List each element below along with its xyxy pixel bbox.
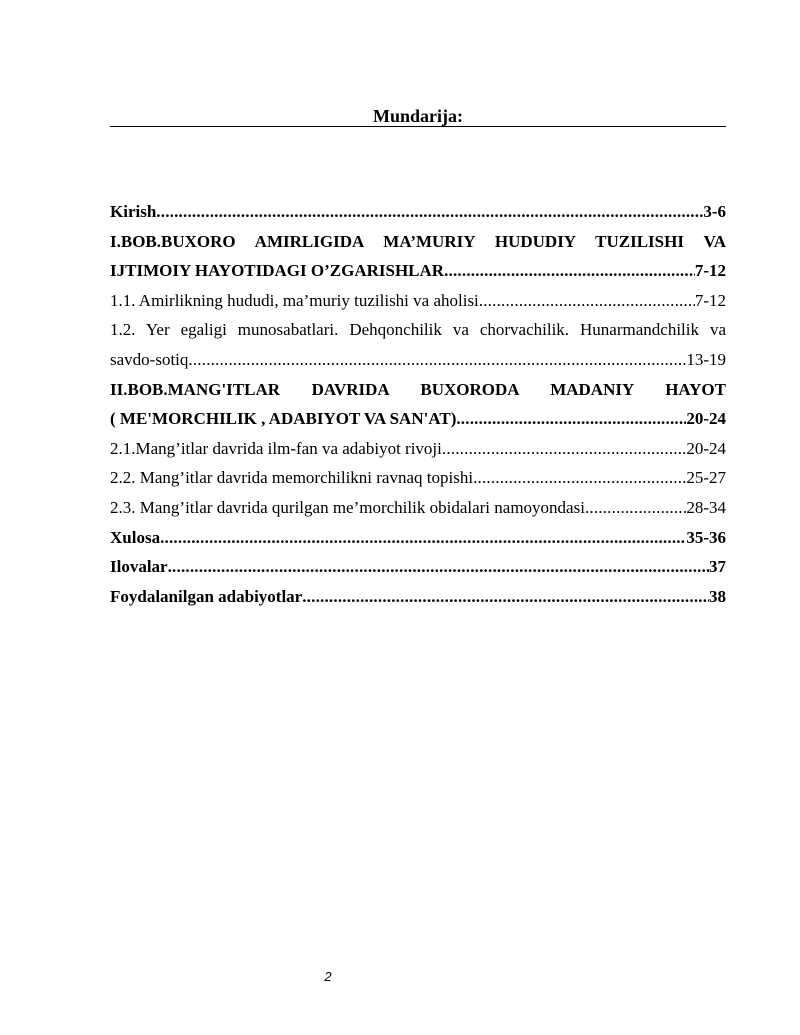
toc-dot-leader xyxy=(188,345,686,375)
toc-entry-1-1[interactable] xyxy=(110,286,726,316)
toc-page-number: 20-24 xyxy=(686,438,726,458)
toc-dot-leader xyxy=(302,582,709,612)
toc-entry-2-3[interactable] xyxy=(110,493,726,523)
toc-page-number: 7-12 xyxy=(694,290,726,310)
toc-entry-label: 2.1.Mang’itlar davrida ilm-fan va adabiyot rivoji xyxy=(110,438,442,458)
toc-entry-bob1-line1[interactable]: I.BOB.BUXORO AMIRLIGIDA MA’MURIY HUDUDIY TUZILISHI VA xyxy=(110,231,726,251)
toc-entry-kirish[interactable] xyxy=(110,197,726,227)
toc-page-number: 3-6 xyxy=(703,202,726,221)
toc-dot-leader xyxy=(168,552,709,582)
toc-entry-2-1[interactable] xyxy=(110,434,726,464)
toc-entry-label: ( ME'MORCHILIK , ADABIYOT VA SAN'AT) xyxy=(110,409,457,429)
toc-entry-bob2-line2[interactable] xyxy=(110,404,726,434)
page-number: 2 xyxy=(324,969,332,984)
toc-entry-label: IJTIMOIY HAYOTIDAGI O’ZGARISHLAR xyxy=(110,261,445,281)
toc-dot-leader xyxy=(444,256,695,286)
toc-entry-label: Foydalanilgan adabiyotlar xyxy=(110,586,303,606)
toc-entry-ilovalar[interactable] xyxy=(110,552,726,582)
toc-page-number: 13-19 xyxy=(686,349,726,369)
toc-dot-leader xyxy=(585,493,686,523)
toc-entry-adabiyotlar[interactable] xyxy=(110,582,726,612)
toc-entry-bob2-line1[interactable]: II.BOB.MANG'ITLAR DAVRIDA BUXORODA MADANIY HAYOT xyxy=(110,379,726,399)
toc-dot-leader xyxy=(442,434,686,464)
table-of-contents xyxy=(110,197,726,611)
toc-page-number: 7-12 xyxy=(694,261,726,281)
toc-dot-leader xyxy=(479,286,695,316)
toc-entry-label: Kirish xyxy=(110,202,157,221)
toc-entry-label: savdo-sotiq xyxy=(110,349,189,369)
title-underline xyxy=(110,126,726,127)
toc-page-number: 25-27 xyxy=(686,468,726,488)
toc-entry-1-2-line1[interactable]: 1.2. Yer egaligi munosabatlari. Dehqonchilik va chorvachilik. Hunarmandchilik va xyxy=(110,320,726,340)
toc-entry-label: 2.2. Mang’itlar davrida memorchilikni ravnaq topishi xyxy=(110,468,474,488)
toc-dot-leader xyxy=(473,463,686,493)
toc-entry-label: 2.3. Mang’itlar davrida qurilgan me’morchilik obidalari namoyondasi xyxy=(110,497,585,517)
toc-entry-label: Ilovalar xyxy=(110,557,168,577)
toc-dot-leader xyxy=(160,523,686,553)
toc-page-number: 38 xyxy=(709,586,726,606)
toc-entry-label: Xulosa xyxy=(110,527,161,547)
toc-entry-xulosa[interactable] xyxy=(110,523,726,553)
toc-entry-2-2[interactable] xyxy=(110,463,726,493)
toc-dot-leader xyxy=(156,197,703,227)
toc-dot-leader xyxy=(456,404,686,434)
toc-entry-1-2-line2[interactable] xyxy=(110,345,726,375)
toc-page-number: 20-24 xyxy=(686,409,726,429)
toc-entry-label: 1.1. Amirlikning hududi, ma’muriy tuzilishi va aholisi xyxy=(110,290,479,310)
page-title: Mundarija: xyxy=(373,106,463,126)
toc-page-number: 37 xyxy=(709,557,726,577)
toc-page-number: 35-36 xyxy=(686,527,726,547)
toc-entry-bob1-line2[interactable] xyxy=(110,256,726,286)
toc-page-number: 28-34 xyxy=(686,497,726,517)
